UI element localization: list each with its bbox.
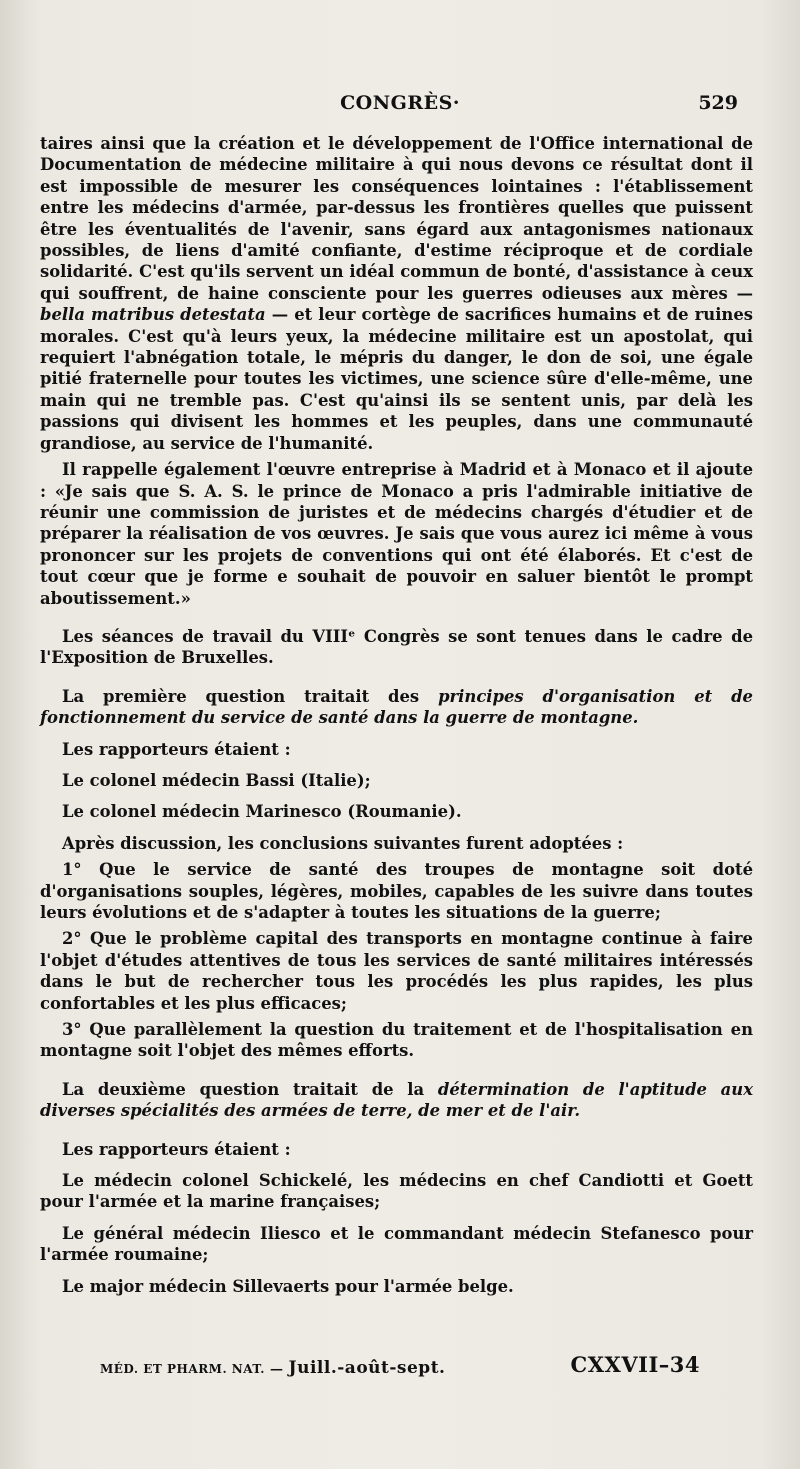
paragraph: Les séances de travail du VIIIᵉ Congrès se sont tenues dans le cadre de l'Exposition de Bruxelles. [40, 626, 753, 668]
paragraph: Après discussion, les conclusions suivantes furent adoptées : [62, 833, 624, 853]
paragraph [40, 686, 753, 729]
folio-mark: CXXVII–34 [570, 1352, 700, 1377]
paragraph: Il rappelle également l'œuvre entreprise à Madrid et à Monaco et il ajoute : «Je sais que S. A. S. le prince de Monaco a pris l'admirable initiative de réunir une commission de juristes et de médecins chargés d'étudier et de préparer la réalisation de vos œuvres. Je sais que vous aurez ici même à vous prononcer sur les projets de conventions qui ont été élaborés. Et c'est de tout cœur que je forme e souhait de pouvoir en saluer bientôt le prompt aboutissement.» [40, 460, 753, 608]
footer-signature-line [100, 1358, 445, 1378]
paragraph-text: La première question traitait des [62, 686, 420, 706]
page-header [0, 92, 800, 124]
latin-quote: bella matribus detestata [40, 305, 266, 325]
page-footer [100, 1352, 700, 1382]
question-topic: détermination de l'aptitude aux diverses spécialités des armées de terre, de mer et de l'air. [40, 1079, 753, 1121]
paragraph-text: taires ainsi que la création et le développement de l'Office international de Documentation de médecine militaire à qui nous devons ce résultat dont il est impossible de mesurer les conséquences lointaines : l'établissement entre les médecins d'armée, par-dessus les frontières quelles que puissent être les éventualités de l'avenir, sans égard aux antagonismes nationaux possibles, de liens d'amité confiante, d'estime réciproque et de cordiale solidarité. C'est qu'ils servent un idéal commun de bonté, d'assistance à ceux qui souffrent, de haine consciente pour les guerres odieuses aux mères — [40, 134, 753, 303]
paragraph: Le général médecin Iliesco et le commandant médecin Stefanesco pour l'armée roumaine; [40, 1223, 753, 1265]
paragraph: Les rapporteurs étaient : [62, 1139, 291, 1159]
paragraph-text: — et leur cortège de sacrifices humains et de ruines morales. C'est qu'à leurs yeux, la médecine militaire est un apostolat, qui requiert l'abnégation totale, le mépris du danger, le don de soi, une égale pitié fraternelle pour toutes les victimes, une science sûre d'elle-même, une main qui ne tremble pas. C'est qu'ainsi ils se sentent unis, par delà les passions qui divisent les hommes et les peuples, dans une communauté grandiose, au service de l'humanité. [40, 305, 753, 453]
page-number: 529 [698, 92, 738, 114]
list-item: 1° Que le service de santé des troupes de montagne soit doté d'organisations souples, légères, mobiles, capables de les suivre dans toutes leurs évolutions et de s'adapter à toutes les situations de la guerre; [40, 860, 753, 922]
paragraph: Le colonel médecin Bassi (Italie); [62, 770, 371, 790]
body-text [40, 133, 753, 1297]
paragraph [40, 133, 753, 454]
paragraph: Le médecin colonel Schickelé, les médecins en chef Candiotti et Goett pour l'armée et la marine françaises; [40, 1171, 753, 1212]
paragraph: Le major médecin Sillevaerts pour l'armée belge. [62, 1276, 514, 1296]
footer-dash: — [270, 1362, 284, 1377]
paragraph: Le colonel médecin Marinesco (Roumanie). [62, 802, 462, 822]
paragraph-text: La deuxième question traitait de la [62, 1079, 425, 1099]
list-item: 3° Que parallèlement la question du traitement et de l'hospitalisation en montagne soit l'objet des mêmes efforts. [40, 1020, 753, 1061]
list-item: 2° Que le problème capital des transports en montagne continue à faire l'objet d'études attentives de tous les services de santé militaires intéressés dans le but de rechercher tous les procédés les plus rapides, les plus confortables et les plus efficaces; [40, 929, 753, 1013]
paragraph: Les rapporteurs étaient : [62, 739, 291, 759]
issue-date: Juill.-août-sept. [288, 1358, 446, 1378]
journal-signature: MÉD. ET PHARM. NAT. [100, 1362, 265, 1376]
question-topic: principes d'organisation et de fonctionnement du service de santé dans la guerre de montagne. [40, 686, 753, 728]
paragraph [40, 1079, 753, 1122]
running-title: CONGRÈS· [340, 92, 460, 114]
